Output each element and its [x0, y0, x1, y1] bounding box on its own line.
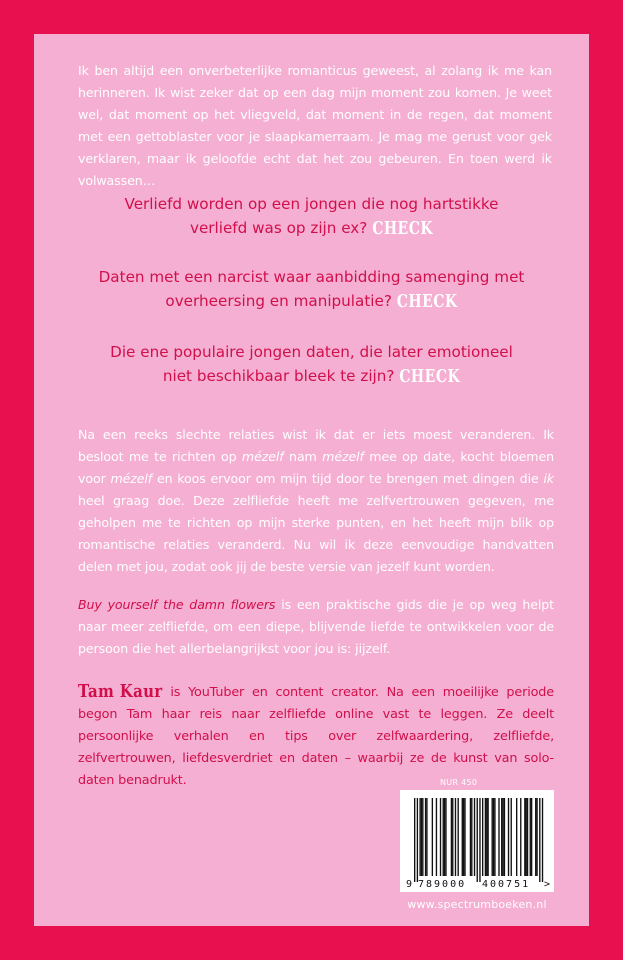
barcode-bar — [516, 798, 517, 876]
body1-text-c: mee op date, kocht bloemen voor — [78, 449, 554, 486]
barcode-bar — [419, 798, 420, 876]
author-bio-text: is YouTuber en content creator. Na een moeilijke periode begon Tam haar reis naar zelfliefde online vast te leggen. Ze deelt persoonlijke verhalen en tips over zelfwaardering, zelfliefde, zelfvertrouwen, liefdesverdriet en daten – waarbij ze de kunst van solo-daten benadrukt. — [78, 685, 554, 788]
barcode-bar — [504, 798, 505, 876]
barcode-bar — [493, 798, 494, 876]
barcode-bar — [526, 798, 527, 876]
barcode-bar — [498, 798, 499, 876]
body1-emphasis-d: ik — [543, 471, 554, 486]
check-label-1: CHECK — [372, 219, 434, 239]
barcode-bar — [479, 798, 480, 882]
barcode-bar — [536, 798, 537, 876]
barcode-bar — [443, 798, 444, 876]
check-item-2-line1: Daten met een narcist waar aanbidding samenging met — [98, 268, 525, 286]
barcode-bar — [520, 798, 521, 876]
barcode-bar — [492, 798, 493, 876]
check-item-3 — [64, 340, 559, 389]
check-item-2 — [64, 265, 559, 314]
barcode-bar — [511, 798, 512, 876]
body2-text: is een praktische gids die je op weg helpt naar meer zelfliefde, om een diepe, blijvende liefde te ontwikkelen voor de persoon die het allerbelangrijkst voor jou is: jijzelf. — [78, 597, 554, 656]
author-bio — [78, 680, 554, 792]
author-name: Tam Kaur — [78, 680, 163, 702]
barcode-bar — [464, 798, 465, 876]
barcode-quiet-mark: > — [544, 879, 551, 890]
barcode-bar — [485, 798, 486, 876]
barcode-bar — [501, 798, 502, 876]
barcode-bars — [414, 798, 543, 882]
barcode-bar — [425, 798, 426, 876]
barcode-graphic — [400, 790, 554, 892]
check-item-3-line1: Die ene populaire jongen daten, die later emotioneel — [110, 343, 513, 361]
body1-text-e: heel graag doe. Deze zelfliefde heeft me zelfvertrouwen gegeven, me geholpen me te richten op mijn sterke punten, en het heeft mijn blik op romantische relaties veranderd. Nu wil ik deze eenvoudige handvatten delen met jou, zodat ook jij de beste versie van jezelf kunt worden. — [78, 493, 554, 574]
check-label-3: CHECK — [399, 367, 461, 387]
check-item-3-line2: niet beschikbaar bleek te zijn? — [162, 367, 395, 385]
book-title: Buy yourself the damn flowers — [78, 597, 276, 612]
check-item-1-line2: verliefd was op zijn ex? — [189, 219, 368, 237]
body1-text-a: Na een reeks slechte relaties wist ik dat er iets moest veranderen. Ik besloot me te richten op — [78, 427, 554, 464]
barcode-bar — [508, 798, 509, 876]
intro-paragraph: Ik ben altijd een onverbeterlijke romanticus geweest, al zolang ik me kan herinneren. Ik wist zeker dat op een dag mijn moment zou komen. Je weet wel, dat moment op het vliegveld, dat moment in de regen, dat moment met een gettoblaster voor je slaapkamerraam. Je mag me gerust voor gek verklaren, maar ik geloofde echt dat het zou gebeuren. En toen werd ik volwassen… — [78, 63, 552, 188]
body1-emphasis-c: mézelf — [110, 471, 153, 486]
check-item-2-line2: overheersing en manipulatie? — [165, 292, 392, 310]
barcode-bar — [470, 798, 471, 876]
barcode-bar — [527, 798, 528, 876]
barcode-bar — [477, 798, 478, 882]
barcode-bar — [421, 798, 422, 876]
barcode-bar — [502, 798, 503, 876]
barcode-bar — [482, 798, 483, 876]
barcode-bar — [487, 798, 488, 876]
body1-emphasis-a: mézelf — [241, 449, 284, 464]
barcode-bar — [417, 798, 418, 882]
barcode-bar — [432, 798, 433, 876]
check-item-1-line1: Verliefd worden op een jongen die nog hartstikke — [124, 195, 499, 213]
barcode-bar — [452, 798, 453, 876]
barcode-bar — [462, 798, 463, 876]
body1-text-d: en koos ervoor om mijn tijd door te brengen met dingen die — [152, 471, 544, 486]
barcode-bar — [494, 798, 495, 876]
barcode-bar — [531, 798, 532, 876]
check-item-1 — [64, 192, 559, 241]
barcode-bar — [463, 798, 464, 876]
barcode-bar — [444, 798, 445, 876]
barcode-bar — [535, 798, 536, 876]
barcode-bar — [458, 798, 459, 876]
barcode-bar — [486, 798, 487, 876]
back-cover-panel — [34, 34, 589, 926]
body-paragraph-1 — [78, 424, 554, 578]
barcode-bar — [455, 798, 456, 876]
barcode-bar — [474, 798, 475, 876]
barcode-bar — [445, 798, 446, 876]
body1-emphasis-b: mézelf — [322, 449, 364, 464]
barcode-bar — [542, 798, 543, 882]
body-paragraph-2 — [78, 594, 554, 660]
barcode-lead-digit: 9 — [406, 879, 413, 890]
barcode-bar — [422, 798, 423, 876]
barcode-bar — [440, 798, 441, 876]
barcode-right-digits: 400751 — [482, 879, 531, 890]
barcode-bar — [426, 798, 427, 876]
body1-text-b: nam — [283, 449, 323, 464]
barcode-bar — [471, 798, 472, 876]
nur-code: NUR 450 — [440, 778, 478, 787]
barcode-left-digits: 789000 — [418, 879, 467, 890]
check-label-2: CHECK — [396, 292, 458, 312]
publisher-url[interactable]: www.spectrumboeken.nl — [407, 898, 547, 911]
barcode-bar — [524, 798, 525, 876]
barcode-bar — [436, 798, 437, 876]
barcode-bar — [414, 798, 415, 882]
barcode-bar — [451, 798, 452, 876]
barcode-bar — [539, 798, 540, 882]
barcode-bar — [530, 798, 531, 876]
isbn-barcode — [400, 790, 554, 892]
